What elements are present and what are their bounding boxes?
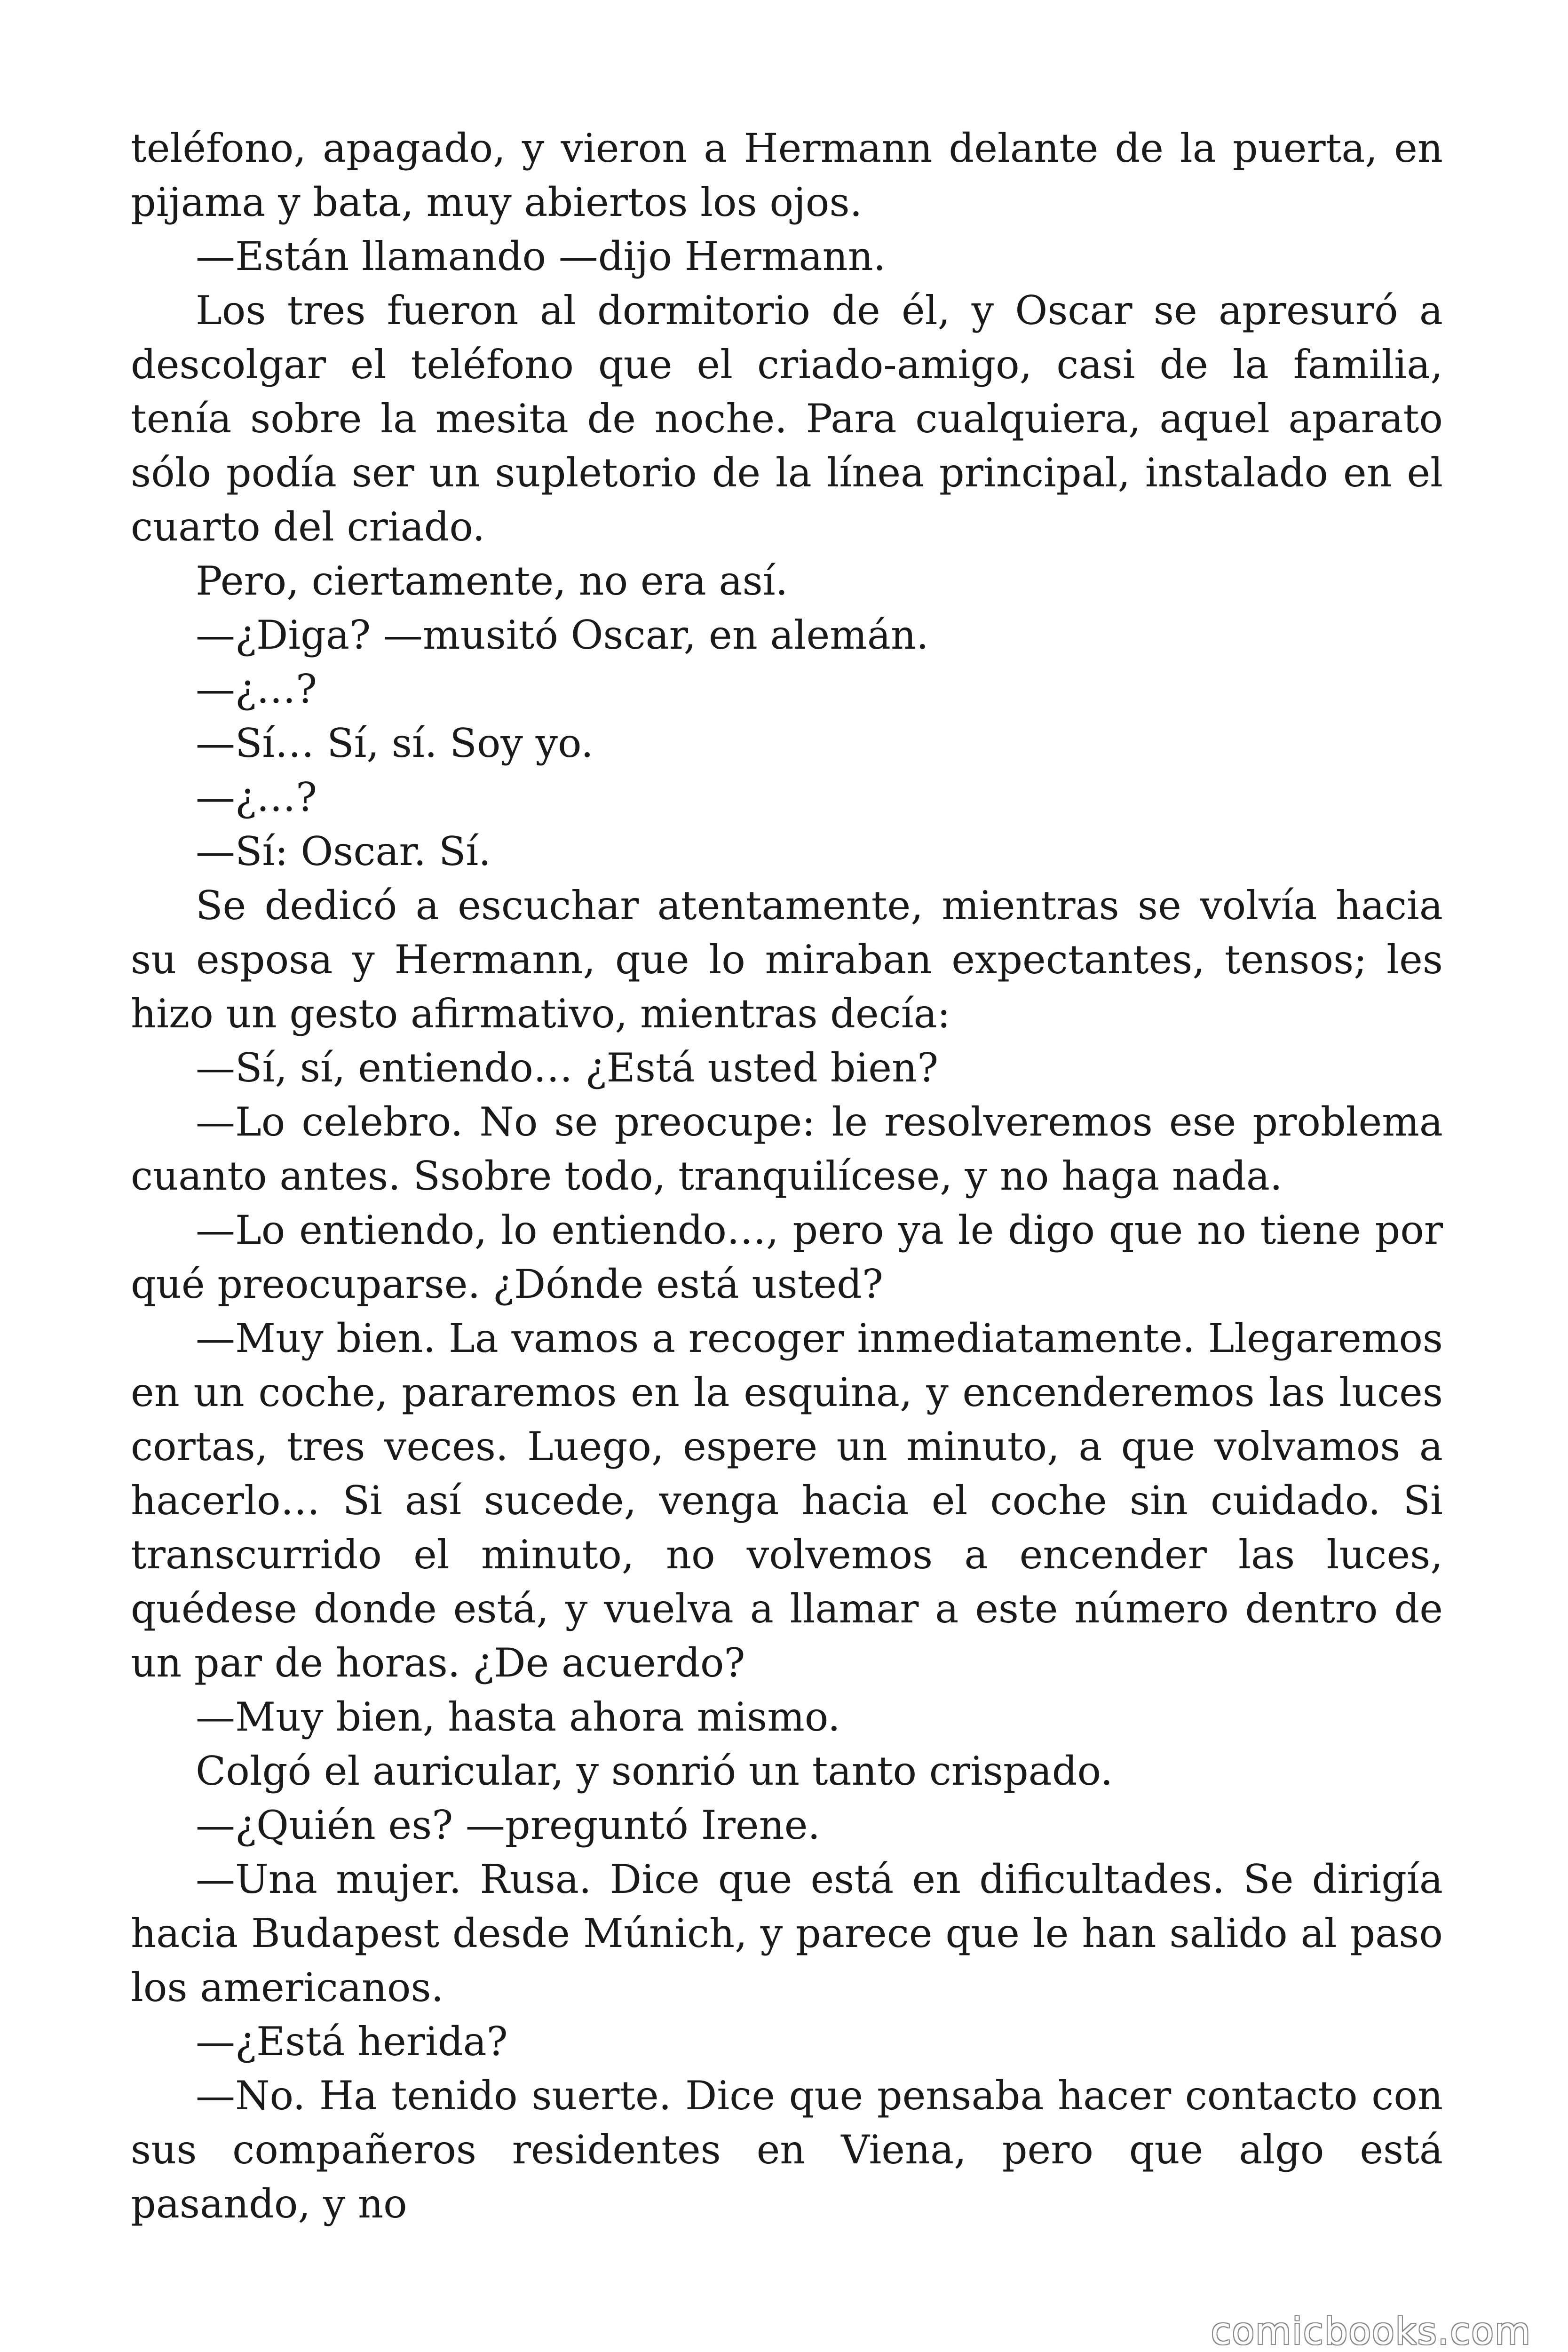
paragraph: —Una mujer. Rusa. Dice que está en dificultades. Se dirigía hacia Budapest desde Múnich, y parece que le han salido al paso los americanos. [131, 1856, 1443, 2010]
paragraph: —Muy bien, hasta ahora mismo. [196, 1694, 840, 1740]
paragraph: teléfono, apagado, y vieron a Hermann delante de la puerta, en pijama y bata, muy abiertos los ojos. [131, 125, 1443, 225]
paragraph: —Lo celebro. No se preocupe: le resolveremos ese problema cuanto antes. Ssobre todo, tranquilícese, y no haga nada. [131, 1099, 1443, 1199]
paragraph: —¿Diga? —musitó Oscar, en alemán. [196, 612, 929, 658]
paragraph: —Muy bien. La vamos a recoger inmediatamente. Llegaremos en un coche, pararemos en la esquina, y encenderemos las luces cortas, tres veces. Luego, espere un minuto, a que volvamos a hacerlo… Si así sucede, venga hacia el coche sin cuidado. Si transcurrido el minuto, no volvemos a encender las luces, quédese donde está, y vuelva a llamar a este número dentro de un par de horas. ¿De acuerdo? [131, 1315, 1443, 1686]
paragraph: —Sí: Oscar. Sí. [196, 828, 491, 874]
paragraph: —Sí, sí, entiendo… ¿Está usted bien? [196, 1045, 939, 1091]
paragraph: —Sí… Sí, sí. Soy yo. [196, 720, 594, 766]
paragraph: —Están llamando —dijo Hermann. [196, 233, 886, 279]
paragraph: Se dedicó a escuchar atentamente, mientras se volvía hacia su esposa y Hermann, que lo miraban expectantes, tensos; les hizo un gesto afirmativo, mientras decía: [131, 882, 1443, 1037]
paragraph: Pero, ciertamente, no era así. [196, 558, 788, 604]
paragraph: —Lo entiendo, lo entiendo…, pero ya le digo que no tiene por qué preocuparse. ¿Dónde está usted? [131, 1207, 1443, 1307]
paragraph: —¿Quién es? —preguntó Irene. [196, 1802, 821, 1848]
paragraph: Los tres fueron al dormitorio de él, y Oscar se apresuró a descolgar el teléfono que el criado-amigo, casi de la familia, tenía sobre la mesita de noche. Para cualquiera, aquel aparato sólo podía ser un supletorio de la línea principal, instalado en el cuarto del criado. [131, 287, 1443, 550]
paragraph: —¿…? [196, 774, 317, 820]
body-text [131, 121, 1443, 2231]
paragraph: Colgó el auricular, y sonrió un tanto crispado. [196, 1748, 1113, 1794]
paragraph: —¿Está herida? [196, 2018, 508, 2065]
paragraph: —No. Ha tenido suerte. Dice que pensaba hacer contacto con sus compañeros residentes en Viena, pero que algo está pasando, y no [131, 2073, 1443, 2227]
watermark: comicbooks.com [1211, 2311, 1531, 2352]
paragraph: —¿…? [196, 666, 317, 712]
